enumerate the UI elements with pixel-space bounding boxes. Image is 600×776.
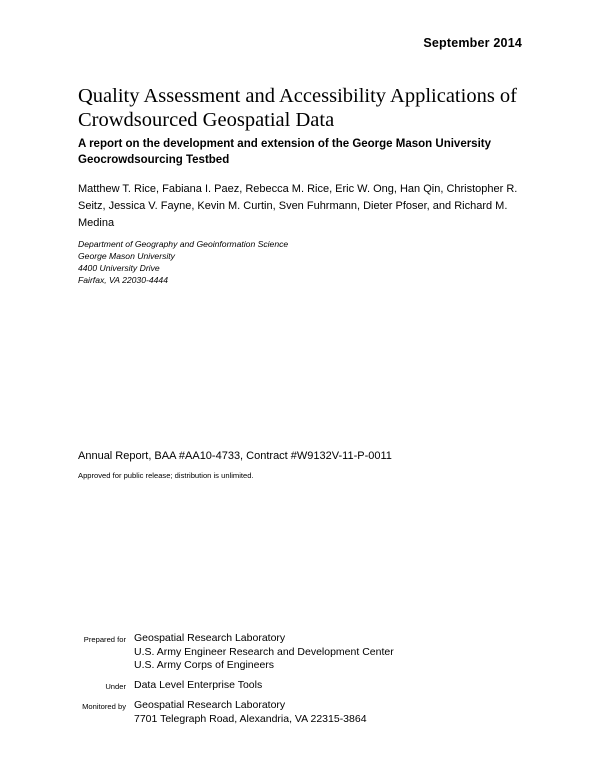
- report-title: Quality Assessment and Accessibility Applications of Crowdsourced Geospatial Data: [78, 85, 517, 131]
- under-line: Data Level Enterprise Tools: [134, 679, 263, 691]
- affiliation-department: Department of Geography and Geoinformation Science: [78, 239, 289, 249]
- affiliation-university: George Mason University: [78, 251, 175, 261]
- report-date: September 2014: [423, 36, 522, 50]
- author-list: Matthew T. Rice, Fabiana I. Paez, Rebecca M. Rice, Eric W. Ong, Han Qin, Christopher R. Seitz, Jessica V. Fayne, Kevin M. Curtin, Sven Fuhrmann, Dieter Pfoser, and Richard M. Medina: [78, 183, 518, 229]
- release-statement: Approved for public release; distribution is unlimited.: [78, 471, 254, 480]
- under-block: [78, 679, 528, 693]
- report-subtitle: A report on the development and extension of the George Mason University Geocrowdsourcing Testbed: [78, 138, 492, 166]
- prepared-for-block: [78, 632, 528, 673]
- prepared-for-line: U.S. Army Corps of Engineers: [134, 659, 275, 671]
- monitored-by-block: [78, 699, 528, 726]
- monitored-by-label: Monitored by: [82, 702, 126, 711]
- affiliation-street: 4400 University Drive: [78, 263, 160, 273]
- monitored-by-line: Geospatial Research Laboratory: [134, 699, 286, 711]
- under-label: Under: [105, 682, 126, 691]
- prepared-for-label: Prepared for: [83, 635, 126, 644]
- prepared-for-line: Geospatial Research Laboratory: [134, 632, 286, 644]
- contract-info: Annual Report, BAA #AA10-4733, Contract #W9132V-11-P-0011: [78, 450, 392, 462]
- affiliation-block: [78, 238, 378, 286]
- monitored-by-line: 7701 Telegraph Road, Alexandria, VA 22315-3864: [134, 712, 367, 725]
- prepared-for-line: U.S. Army Engineer Research and Development Center: [134, 645, 394, 658]
- affiliation-city: Fairfax, VA 22030-4444: [78, 275, 168, 285]
